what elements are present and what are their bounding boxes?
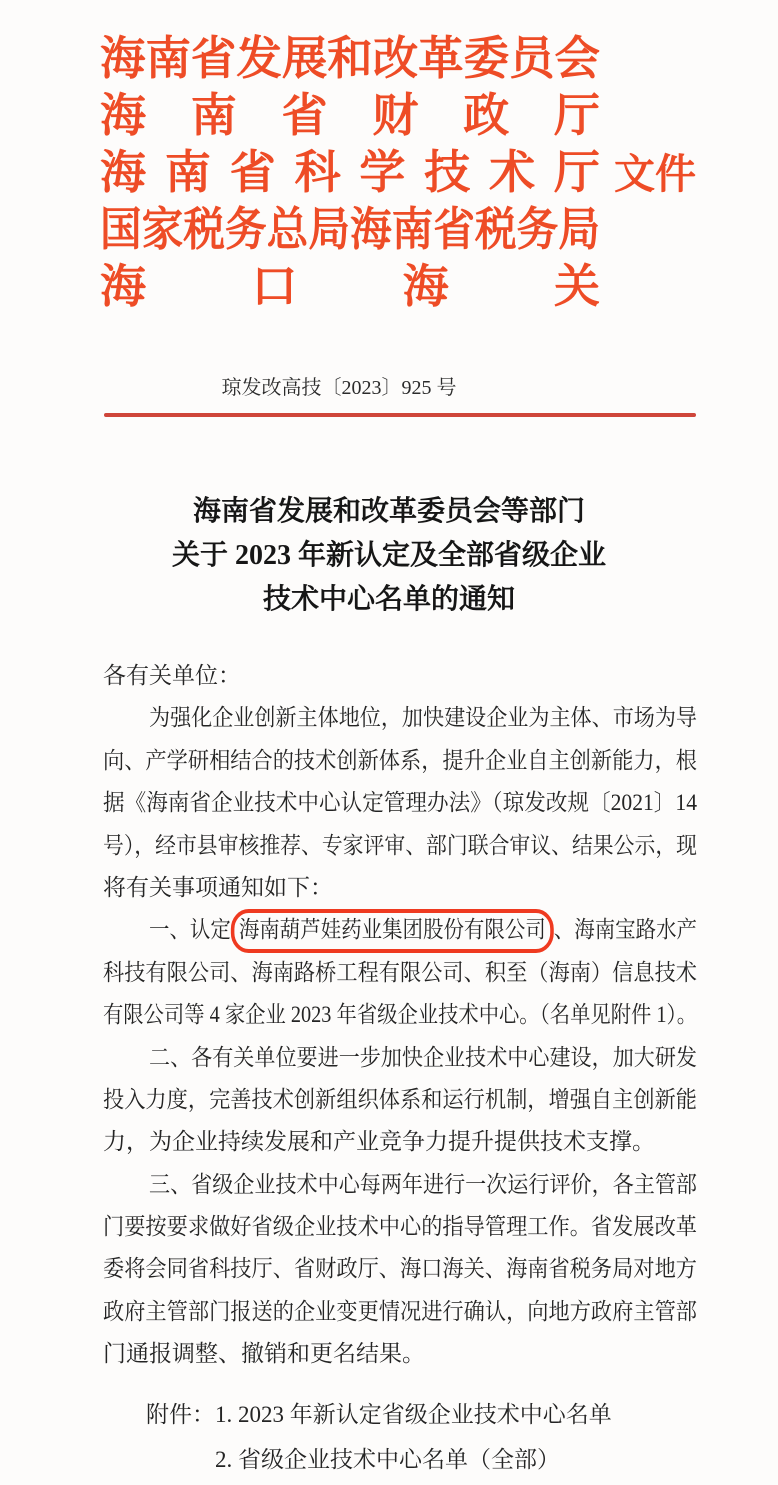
body-line: 向、产学研相结合的技术创新体系，提升企业自主创新能力，根: [103, 747, 697, 773]
body-line: 为强化企业创新主体地位，加快建设企业为主体、市场为导: [149, 705, 697, 731]
attachments-block: [146, 1392, 612, 1482]
header-agency-line-2: [100, 87, 645, 144]
agency-name: 海南省财政厅: [100, 90, 645, 141]
agency-name: 海口海关: [100, 261, 706, 312]
red-divider-rule: [104, 413, 696, 417]
notice-title: [0, 490, 778, 622]
attachment-item: 附件：1. 2023 年新认定省级企业技术中心名单: [146, 1402, 612, 1427]
body-line: 三、省级企业技术中心每两年进行一次运行评价，各主管部: [149, 1171, 697, 1197]
agency-name: 海南省发展和改革委员会: [100, 33, 600, 84]
body-line: 委将会同省科技厅、省财政厅、海口海关、海南省税务局对地方: [103, 1256, 697, 1282]
body-line: 投入力度，完善技术创新组织体系和运行机制，增强自主创新能: [103, 1086, 697, 1112]
body-line: 有限公司等 4 家企业 2023 年省级企业技术中心。（名单见附件 1）。: [103, 1002, 697, 1028]
body-line: 号），经市县审核推荐、专家评审、部门联合审议、结果公示，现: [103, 832, 697, 858]
doc-type-label: 文件: [614, 151, 696, 197]
body-line: 政府主管部门报送的企业变更情况进行确认，向地方政府主管部: [103, 1298, 697, 1324]
attachments-label: 附件：: [146, 1402, 215, 1427]
header-agency-line-1: [100, 30, 600, 87]
header-agency-line-4: [100, 201, 600, 258]
title-line-1: 海南省发展和改革委员会等部门: [192, 496, 585, 527]
highlight-oval: [231, 909, 554, 953]
body-line: 科技有限公司、海南路桥工程有限公司、积至（海南）信息技术: [103, 959, 697, 985]
body-line: 力，为企业持续发展和产业竞争力提升提供技术支撑。: [103, 1129, 655, 1155]
highlighted-company-name: 海南葫芦娃药业集团股份有限公司: [238, 917, 546, 943]
body-line: 将有关事项通知如下：: [103, 874, 333, 900]
title-line-3: 技术中心名单的通知: [262, 584, 515, 615]
body-line: 据《海南省企业技术中心认定管理办法》（琼发改规〔2021〕14: [103, 790, 697, 816]
body-segment: 一、认定: [149, 917, 231, 943]
document-number: 琼发改高技〔2023〕925 号: [221, 377, 457, 399]
attachment-item: 2. 省级企业技术中心名单（全部）: [215, 1447, 560, 1472]
notice-body: [103, 655, 697, 1376]
body-line: 二、各有关单位要进一步加快企业技术中心建设，加大研发: [149, 1044, 697, 1070]
title-line-2: 关于 2023 年新认定及全部省级企业: [171, 540, 606, 571]
red-letterhead: [100, 30, 740, 315]
body-line: 门要按要求做好省级企业技术中心的指导管理工作。省发展改革: [103, 1214, 697, 1240]
body-line: 门通报调整、撤销和更名结果。: [103, 1341, 425, 1367]
body-segment: 、海南宝路水产: [553, 917, 697, 943]
header-agency-line-5: [100, 258, 706, 315]
header-agency-line-3: [100, 144, 696, 201]
agency-name: 国家税务总局海南省税务局: [100, 204, 600, 255]
salutation: 各有关单位：: [103, 663, 241, 688]
body-line-with-highlight: [103, 909, 697, 951]
agency-name: 海南省科学技术厅: [100, 147, 619, 198]
